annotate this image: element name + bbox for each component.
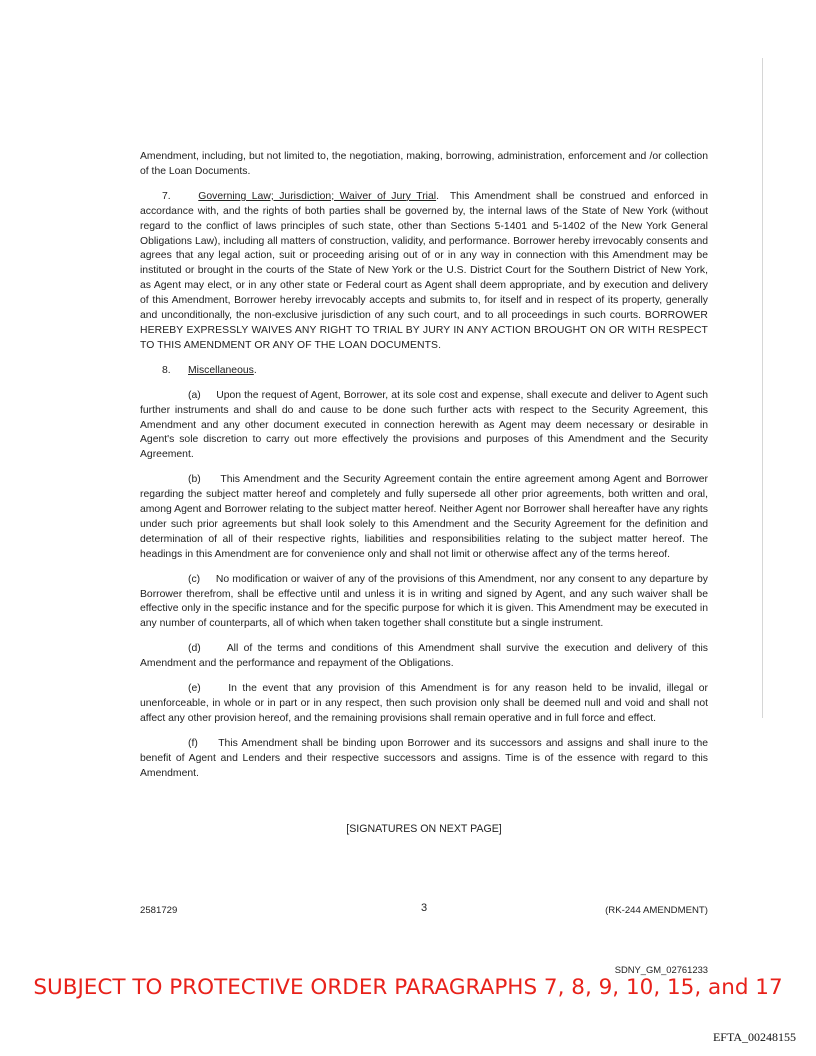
item-label: (c): [188, 573, 201, 585]
section-8-heading: 8. Miscellaneous.: [162, 364, 257, 376]
item-text: Upon the request of Agent, Borrower, at its sole cost and expense, shall execute and deliver to Agent such further instruments and shall do and cause to be done such further acts with respect to the Security Agreement, this Amendment and any other document executed in connection herewith as Agent may deem necessary or desirable in Agent's sole discretion to carry out more effectively the provisions and purposes of this Amendment and the Security Agreement.: [140, 389, 709, 461]
section-7-text: This Amendment shall be construed and enforced in accordance with, and the rights of both parties shall be governed by, the internal laws of the State of New York (without regard to the conflict of laws principles of such state, other than Sections 5-1401 and 5-1402 of the New York General Obligations Law), including all matters of construction, validity, and performance. Borrower hereby irrevocably consents and agrees that any legal action, suit or proceeding arising out of or in any way in connection with this Amendment may be instituted or brought in the courts of the State of New York or the U.S. District Court for the Southern District of New York, as Agent may elect, or in any other state or Federal court as Agent shall deem appropriate, and by execution and delivery of this Amendment, Borrower hereby irrevocably accepts and submits to, for itself and in respect of its property, generally and unconditionally, the non-exclusive jurisdiction of any such court, and to all proceedings in such courts.: [140, 190, 708, 322]
footer-doc-id: 2581729: [140, 905, 178, 916]
section-8-number: 8.: [162, 364, 171, 376]
footer-page-number: 3: [420, 902, 428, 914]
section-8-item: [140, 682, 708, 727]
section-7-jury-waiver: BORROWER HEREBY EXPRESSLY WAIVES ANY RIGHT TO TRIAL BY JURY IN ANY ACTION BROUGHT ON OR WITH RESPECT TO THIS AMENDMENT OR ANY OF THE LOAN DOCUMENTS.: [140, 310, 709, 351]
item-text: In the event that any provision of this Amendment is for any reason held to be invalid, illegal or unenforceable, in whole or in part or in any respect, then such provision only shall be deemed null and void and shall not affect any other provision hereof, and the remaining provisions shall remain operative and in full force and effect.: [140, 683, 708, 724]
item-text: This Amendment and the Security Agreement contain the entire agreement among Agent and Borrower regarding the subject matter hereof and completely and fully supersede all other prior agreements, both written and oral, among Agent and Borrower relating to the subject matter hereof. Neither Agent nor Borrower shall hereafter have any rights under such prior agreements but shall look solely to this Amendment and the Security Agreement for the definition and determination of all of their respective rights, liabilities and responsibilities relating to the subject matter hereof. The headings in this Amendment are for convenience only and shall not limit or otherwise affect any of the terms hereof.: [140, 474, 708, 560]
document-body: [140, 150, 708, 792]
item-text: All of the terms and conditions of this Amendment shall survive the execution and delivery of this Amendment and the performance and repayment of the Obligations.: [140, 643, 708, 670]
section-8-item: [140, 573, 708, 633]
protective-order-stamp: SUBJECT TO PROTECTIVE ORDER PARAGRAPHS 7, 8, 9, 10, 15, and 17: [33, 975, 783, 1000]
efta-number: EFTA_00248155: [712, 1030, 796, 1044]
item-label: (d): [188, 643, 201, 655]
section-8-item: [140, 737, 708, 782]
section-7-paragraph: 7. Governing Law; Jurisdiction; Waiver of Jury Trial. This Amendment shall be construed and enforced in accordance with, and the rights of both parties shall be governed by, the internal laws of the State of New York (without regard to the conflict of laws principles of such state, other than Sections 5-1401 and 5-1402 of the New York General Obligations Law), including all matters of construction, validity, and performance. Borrower hereby irrevocably consents and agrees that any legal action, suit or proceeding arising out of or in any way in connection with this Amendment may be instituted or brought in the courts of the State of New York or the U.S. District Court for the Southern District of New York, as Agent may elect, or in any other state or Federal court as Agent shall deem appropriate, and by execution and delivery of this Amendment, Borrower hereby irrevocably accepts and submits to, for itself and in respect of its property, generally and unconditionally, the non-exclusive jurisdiction of any such court, and to all proceedings in such courts. BORROWER HEREBY EXPRESSLY WAIVES ANY RIGHT TO TRIAL BY JURY IN ANY ACTION BROUGHT ON OR WITH RESPECT TO THIS AMENDMENT OR ANY OF THE LOAN DOCUMENTS.: [140, 190, 709, 351]
item-label: (f): [188, 737, 198, 749]
scan-edge-line: [762, 58, 763, 718]
item-label: (b): [188, 474, 201, 486]
section-7-number: 7.: [162, 190, 171, 202]
footer-amendment-ref: (RK-244 AMENDMENT): [605, 905, 708, 916]
item-text: No modification or waiver of any of the provisions of this Amendment, nor any consent to any departure by Borrower therefrom, shall be effective until and unless it is in writing and signed by Agent, and any such waiver shall be effective only in the specific instance and for the specific purpose for which it is given. This Amendment may be executed in any number of counterparts, all of which when taken together shall constitute but a single instrument.: [140, 573, 708, 630]
section-8-item: [140, 642, 708, 672]
item-label: (a): [188, 389, 201, 401]
item-text: This Amendment shall be binding upon Borrower and its successors and assigns and shall inure to the benefit of Agent and Lenders and their respective successors and assigns. Time is of the essence with regard to this Amendment.: [140, 737, 709, 779]
bates-number: SDNY_GM_02761233: [614, 964, 708, 975]
section-8-item: [140, 389, 708, 464]
section-8-title: Miscellaneous: [188, 364, 254, 376]
section-7-title: Governing Law; Jurisdiction; Waiver of Jury Trial: [198, 190, 437, 202]
section-8-item: [140, 473, 708, 562]
intro-paragraph: Amendment, including, but not limited to, the negotiation, making, borrowing, administration, enforcement and /or collection of the Loan Documents.: [140, 151, 708, 177]
signatures-note: [SIGNATURES ON NEXT PAGE]: [346, 823, 502, 835]
item-label: (e): [188, 683, 201, 695]
